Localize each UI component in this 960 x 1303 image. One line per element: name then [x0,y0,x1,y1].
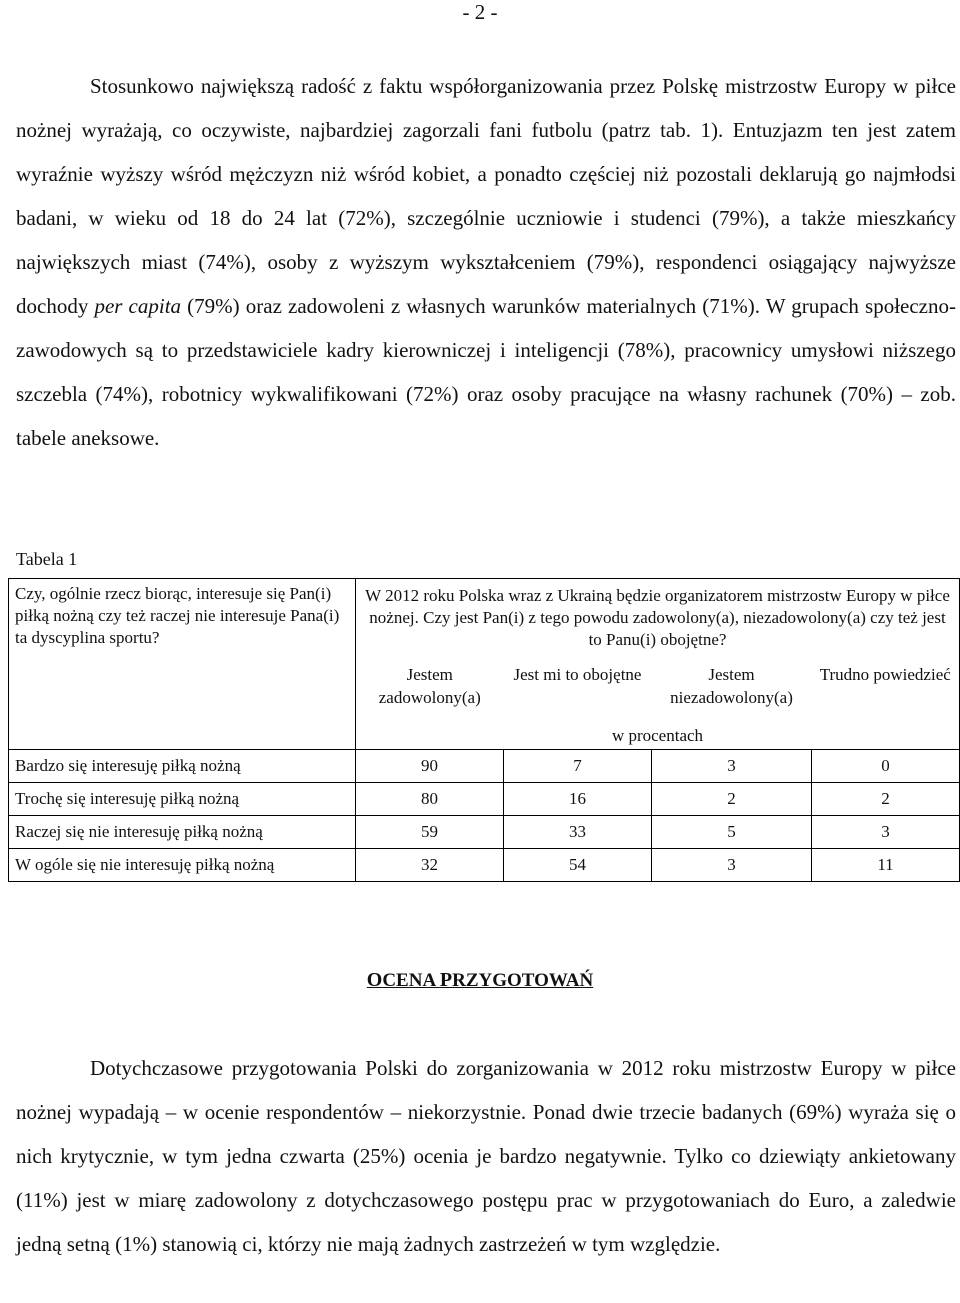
cell-value: 90 [356,750,504,783]
table-row [9,816,960,849]
heading-initial: P [439,969,453,991]
cell-value: 33 [504,816,652,849]
cell-value: 80 [356,783,504,816]
table-caption: Tabela 1 [16,549,78,569]
column-question-cell: W 2012 roku Polska wraz z Ukrainą będzie organizatorem mistrzostw Europy w piłce nożnej. Czy jest Pan(i) z tego powodu zadowolony(a), niezadowolony(a) czy też jest to Panu(i) obojętne? [356,579,960,656]
option-hard-to-say: Trudno powiedzieć [812,655,960,719]
cell-value: 59 [356,816,504,849]
cell-value: 0 [812,750,960,783]
cell-value: 5 [652,816,812,849]
option-dissatisfied: Jestem niezadowolony(a) [670,665,793,707]
option-satisfied: Jestem zadowolony(a) [356,655,504,719]
row-label: W ogóle się nie interesuję piłką nożną [9,849,356,882]
unit-cell: w procentach [356,719,960,750]
table-row [9,783,960,816]
option-indifferent: Jest mi to obojętne [513,665,642,684]
heading-text: CENA [382,970,440,991]
intro-text-continued: (79%) oraz zadowoleni z własnych warunków materialnych (71%). W grupach społeczno-zawodowych są to przedstawiciele kadry kierowniczej i inteligencji (78%), pracownicy umysłowi niższego szczebla (74%), robotnicy wykwalifikowani (72%) oraz osoby pracujące na własny rachunek (70%) – zob. tabele aneksowe. [16,294,956,450]
cell-value: 54 [504,849,652,882]
heading-initial: O [366,969,383,991]
row-label: Raczej się nie interesuję piłką nożną [9,816,356,849]
table-row [9,750,960,783]
heading-text: RZYGOTOWAŃ [452,970,594,991]
cell-value: 16 [504,783,652,816]
row-label: Bardzo się interesuję piłką nożną [9,750,356,783]
cell-value: 3 [652,849,812,882]
cell-value: 32 [356,849,504,882]
per-capita-term: per capita [94,294,182,318]
survey-table [8,578,960,882]
row-question-cell: Czy, ogólnie rzecz biorąc, interesuje się Pan(i) piłką nożną czy też raczej nie interesuje Pana(i) ta dyscyplina sportu? [9,579,356,750]
section-heading [0,968,960,993]
intro-text: Stosunkowo największą radość z faktu współorganizowania przez Polskę mistrzostw Europy w piłce nożnej wyrażają, co oczywiste, najbardziej zagorzali fani futbolu (patrz tab. 1). Entuzjazm ten jest zatem wyraźnie wyższy wśród mężczyzn niż wśród kobiet, a ponadto częściej niż pozostali deklarują go najmłodsi badani, w wieku od 18 do 24 lat (72%), szczególnie uczniowie i studenci (79%), a także mieszkańcy największych miast (74%), osoby z wyższym wykształceniem (79%), respondenci osiągający najwyższe dochody [16,74,956,318]
table-row [9,849,960,882]
cell-value: 3 [812,816,960,849]
cell-value: 7 [504,750,652,783]
cell-value: 3 [652,750,812,783]
page-number: - 2 - [462,0,498,24]
cell-value: 11 [812,849,960,882]
intro-paragraph [16,64,956,460]
cell-value: 2 [652,783,812,816]
row-label: Trochę się interesuję piłką nożną [9,783,356,816]
cell-value: 2 [812,783,960,816]
assessment-paragraph: Dotychczasowe przygotowania Polski do zorganizowania w 2012 roku mistrzostw Europy w piłce nożnej wypadają – w ocenie respondentów – niekorzystnie. Ponad dwie trzecie badanych (69%) wyraża się o nich krytycznie, w tym jedna czwarta (25%) ocenia je bardzo negatywnie. Tylko co dziewiąty ankietowany (11%) jest w miarę zadowolony z dotychczasowego postępu prac w przygotowaniach do Euro, a zaledwie jedną setną (1%) stanowią ci, którzy nie mają żadnych zastrzeżeń w tym względzie. [16,1056,956,1256]
header-row [9,579,960,656]
